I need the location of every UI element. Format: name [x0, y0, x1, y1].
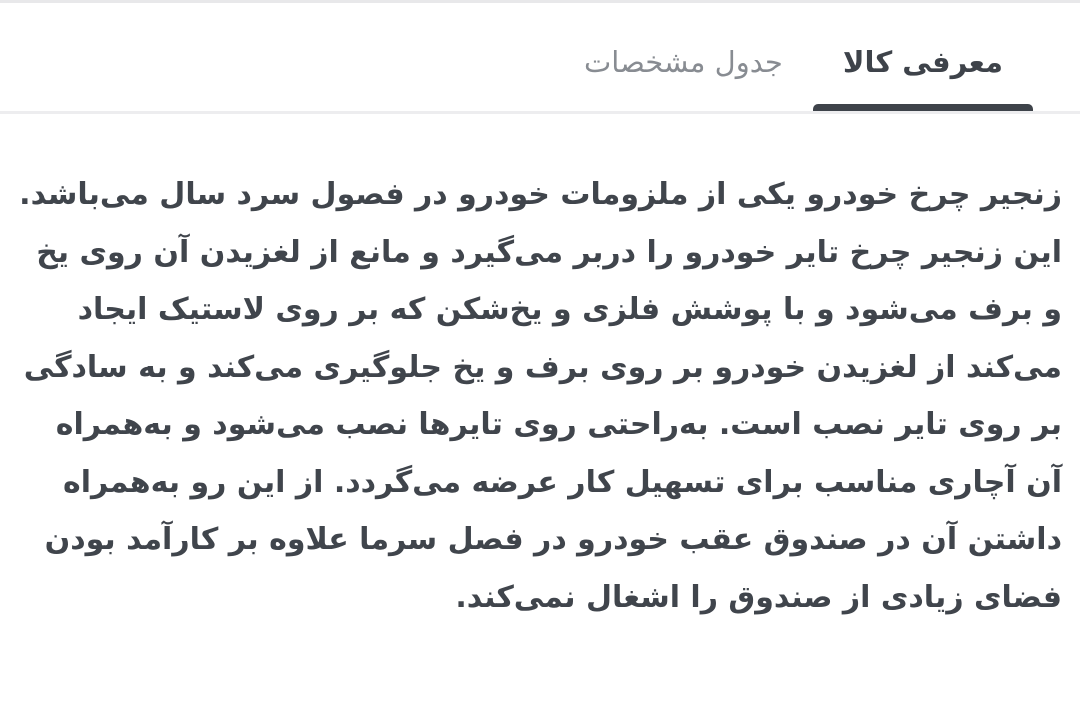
tab-specifications-table-label: جدول مشخصات [584, 45, 783, 79]
description-line: آن آچاری مناسب برای تسهیل کار عرضه می‌گردد. از این رو به‌همراه [63, 464, 1062, 500]
tab-product-introduction-label: معرفی کالا [842, 45, 1003, 79]
description-line: این زنجیر چرخ تایر خودرو را دربر می‌گیرد و مانع از لغزیدن آن روی یخ [36, 234, 1062, 270]
description-line: و برف می‌شود و با پوشش فلزی و یخ‌شکن که بر روی لاستیک ایجاد [77, 292, 1062, 327]
tab-product-introduction[interactable] [813, 3, 1033, 111]
description-line: فضای زیادی از صندوق را اشغال نمی‌کند. [455, 579, 1062, 615]
description-line: زنجیر چرخ خودرو یکی از ملزومات خودرو در فصول سرد سال می‌باشد. [19, 177, 1062, 212]
description-line: داشتن آن در صندوق عقب خودرو در فصل سرما علاوه بر کارآمد بودن [44, 522, 1062, 557]
description-line: می‌کند از لغزیدن خودرو بر روی برف و یخ جلوگیری می‌کند و به سادگی [23, 349, 1062, 385]
active-tab-indicator [813, 104, 1033, 111]
tab-specifications-table[interactable] [554, 3, 813, 111]
product-tabs [0, 3, 1080, 114]
product-description-text [0, 114, 1080, 626]
description-line: بر روی تایر نصب است. به‌راحتی روی تایرها نصب می‌شود و به‌همراه [55, 407, 1062, 442]
